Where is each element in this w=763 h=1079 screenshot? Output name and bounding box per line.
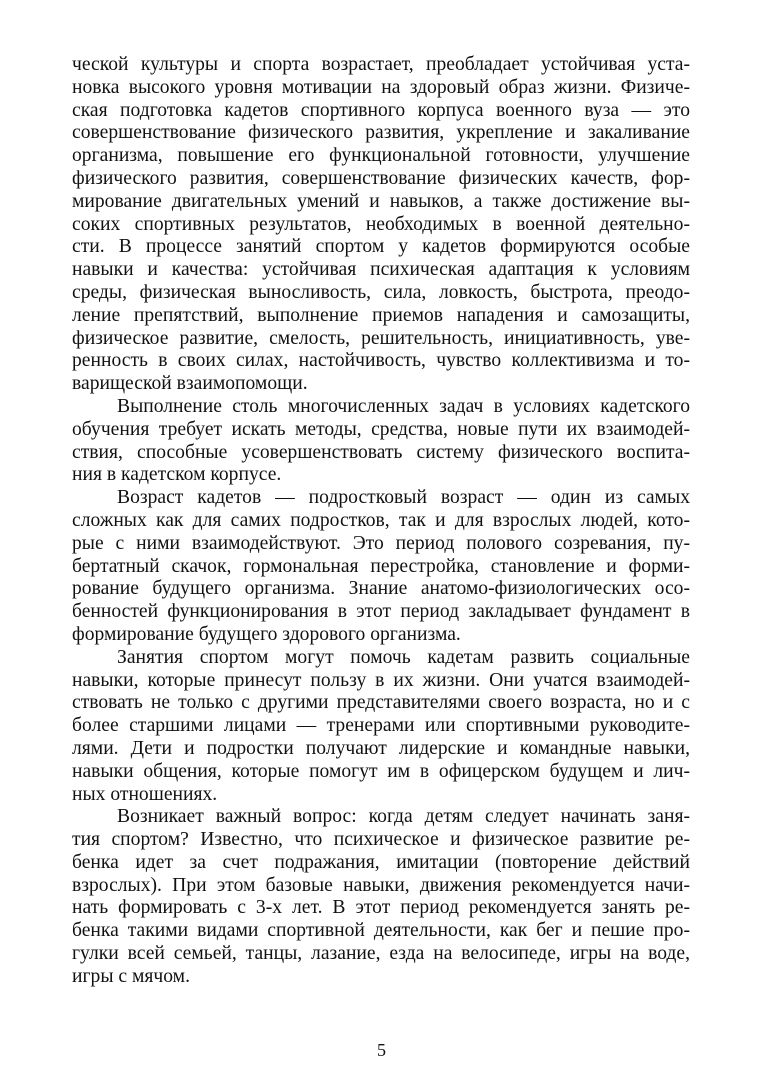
text-line: Возникает важный вопрос: когда детям следует начинать заня- <box>117 806 690 828</box>
text-line: игры с мячом. <box>72 965 190 987</box>
text-line: варищеской взаимопомощи. <box>72 373 308 395</box>
text-line: совершенствование физического развития, укрепление и закаливание <box>72 122 690 144</box>
text-line: ствовать не только с другими представителями своего возраста, но и с <box>72 692 690 714</box>
text-line: тия спортом? Известно, что психическое и физическое развитие ре- <box>72 829 690 851</box>
text-line: обучения требует искать методы, средства, новые пути их взаимодей- <box>72 418 690 440</box>
text-line: мирование двигательных умений и навыков, а также достижение вы- <box>72 190 690 212</box>
paragraph-3 <box>72 487 690 647</box>
text-line: ческой культуры и спорта возрастает, преобладает устойчивая уста- <box>72 54 690 75</box>
text-line: Выполнение столь многочисленных задач в условиях кадетского <box>117 395 690 417</box>
page-number: 5 <box>377 1040 386 1060</box>
text-line: бертатный скачок, гормональная перестройка, становление и форми- <box>72 555 690 577</box>
text-line: более старшими лицами — тренерами или спортивными руководите- <box>72 715 690 737</box>
text-line: Занятия спортом могут помочь кадетам развить социальные <box>117 646 690 668</box>
text-line: рование будущего организма. Знание анатомо-физиологических осо- <box>72 578 690 600</box>
text-line: ренность в своих силах, настойчивость, чувство коллективизма и то- <box>72 350 690 372</box>
text-line: соких спортивных результатов, необходимых в военной деятельно- <box>72 213 690 235</box>
text-line: ская подготовка кадетов спортивного корпуса военного вуза — это <box>72 99 690 121</box>
text-line: физического развития, совершенствование физических качеств, фор- <box>72 167 690 189</box>
text-line: бенка такими видами спортивной деятельности, как бег и пешие про- <box>72 920 690 942</box>
text-line: ных отношениях. <box>72 783 218 805</box>
text-line: навыки, которые принесут пользу в их жизни. Они учатся взаимодей- <box>72 669 690 691</box>
text-line: среды, физическая выносливость, сила, ловкость, быстрота, преодо- <box>72 281 690 303</box>
paragraph-2 <box>72 396 690 487</box>
text-line: организма, повышение его функциональной готовности, улучшение <box>72 145 690 167</box>
text-line: навыки общения, которые помогут им в офицерском будущем и лич- <box>72 760 690 782</box>
paragraph-4 <box>72 647 690 807</box>
text-line: бенностей функционирования в этот период закладывает фундамент в <box>72 601 690 623</box>
text-line: ствия, способные усовершенствовать систему физического воспита- <box>72 441 690 463</box>
text-line: физическое развитие, смелость, решительность, инициативность, уве- <box>72 327 690 349</box>
text-line: взрослых). При этом базовые навыки, движения рекомендуется начи- <box>72 874 690 896</box>
page-body <box>72 54 690 989</box>
text-line: лями. Дети и подростки получают лидерские и командные навыки, <box>72 737 690 759</box>
text-line: новка высокого уровня мотивации на здоровый образ жизни. Физиче- <box>72 76 690 98</box>
text-line: гулки всей семьей, танцы, лазание, езда на велосипеде, игры на воде, <box>72 943 690 965</box>
text-line: нать формировать с 3-х лет. В этот период рекомендуется занять ре- <box>72 897 690 919</box>
text-line: сложных как для самих подростков, так и для взрослых людей, кото- <box>72 509 690 531</box>
text-line: бенка идет за счет подражания, имитации (повторение действий <box>72 851 690 873</box>
paragraph-5 <box>72 806 690 988</box>
text-line: формирование будущего здорового организма. <box>72 623 461 645</box>
text-line: ния в кадетском корпусе. <box>72 464 282 486</box>
text-line: ление препятствий, выполнение приемов нападения и самозащиты, <box>72 304 690 326</box>
text-line: рые с ними взаимодействуют. Это период полового созревания, пу- <box>72 532 690 554</box>
text-line: сти. В процессе занятий спортом у кадетов формируются особые <box>72 236 690 258</box>
text-line: Возраст кадетов — подростковый возраст — один из самых <box>117 487 690 509</box>
text-line: навыки и качества: устойчивая психическая адаптация к условиям <box>72 259 690 281</box>
paragraph-1 <box>72 54 690 396</box>
